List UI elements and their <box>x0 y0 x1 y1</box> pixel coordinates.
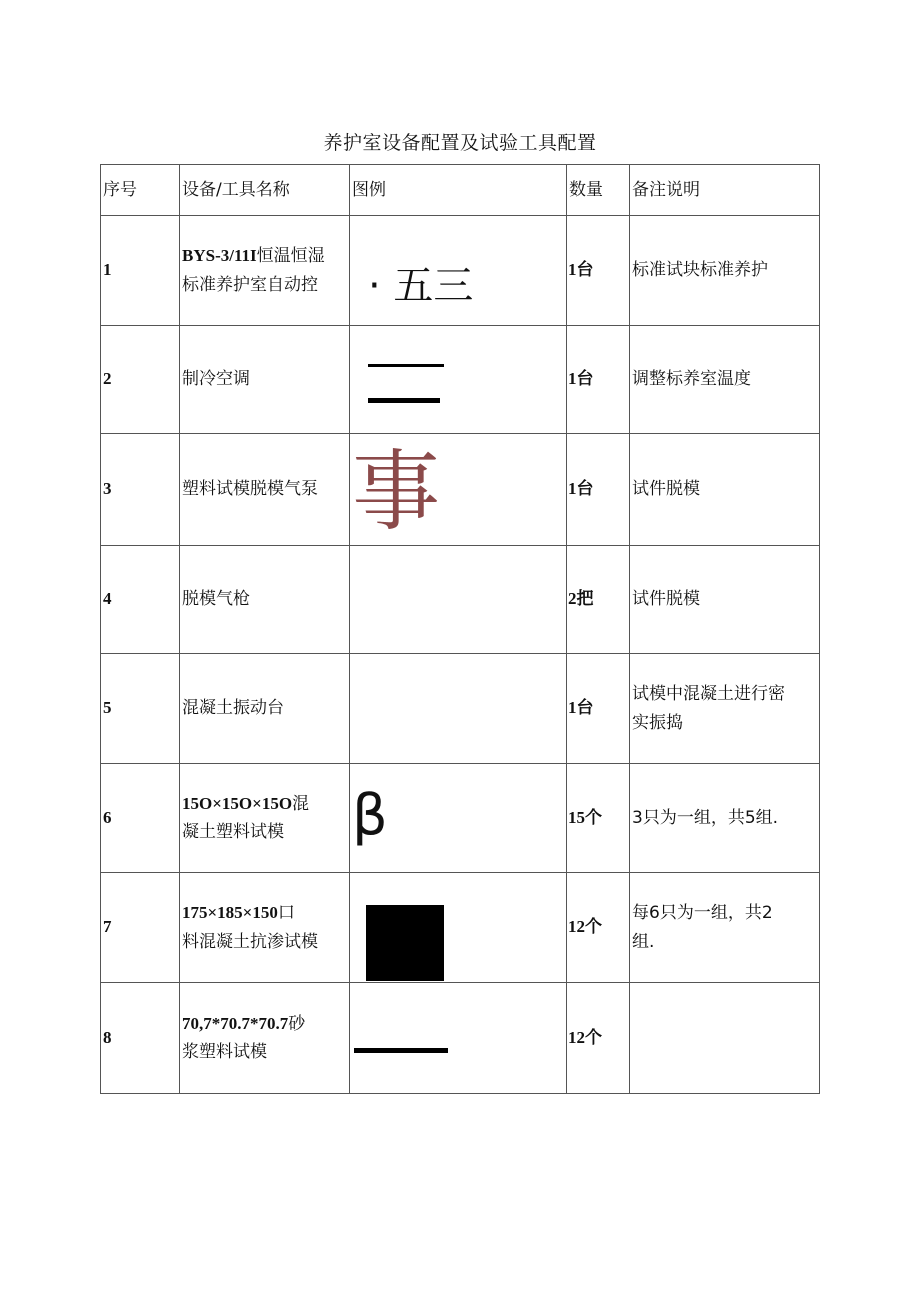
note <box>630 983 820 1094</box>
equipment-name <box>180 983 350 1094</box>
equipment-name <box>180 764 350 873</box>
table-row <box>101 764 820 873</box>
note-line: 实振捣 <box>632 712 683 733</box>
header-name: 设备/工具名称 <box>180 165 350 216</box>
table-row <box>101 434 820 546</box>
table-row <box>101 873 820 983</box>
note-line: 试模中混凝土进行密 <box>632 684 785 705</box>
row-number: 1 <box>101 216 180 326</box>
name-model: BYS-3/11I <box>182 246 257 266</box>
figure-cell <box>350 434 567 546</box>
name-model: 15O×15O×15O <box>182 793 293 813</box>
table-header-row <box>101 165 820 216</box>
note-line: 每6只为一组，共2 <box>632 903 773 924</box>
note: 试件脱模 <box>630 546 820 654</box>
row-number: 2 <box>101 326 180 434</box>
table-row <box>101 326 820 434</box>
quantity: 1台 <box>567 654 630 764</box>
note: 试件脱模 <box>630 434 820 546</box>
table-row <box>101 546 820 654</box>
header-qty: 数量 <box>567 165 630 216</box>
name-part: 砂 <box>288 1013 306 1034</box>
figure-cell <box>350 764 567 873</box>
name-part: 料混凝土抗渗试模 <box>182 931 318 952</box>
row-number: 7 <box>101 873 180 983</box>
page-title: 养护室设备配置及试验工具配置 <box>323 132 597 154</box>
header-figure: 图例 <box>350 165 567 216</box>
figure-glyph: β <box>352 783 388 848</box>
figure-cell <box>350 654 567 764</box>
figure-cell <box>350 983 567 1094</box>
note <box>630 873 820 983</box>
equipment-name: 制冷空调 <box>180 326 350 434</box>
equipment-name <box>180 216 350 326</box>
row-number: 3 <box>101 434 180 546</box>
figure-cell <box>350 873 567 983</box>
figure-glyph-stroke <box>354 1048 448 1053</box>
quantity: 12个 <box>567 873 630 983</box>
quantity: 1台 <box>567 434 630 546</box>
figure-glyph: · 五三 <box>368 263 474 309</box>
quantity: 15个 <box>567 764 630 873</box>
name-part: 浆塑料试模 <box>182 1042 267 1062</box>
figure-glyph-stroke <box>368 364 444 367</box>
name-model: 70,7*70.7*70.7 <box>182 1013 289 1033</box>
table-row <box>101 654 820 764</box>
equipment-table <box>100 164 820 1094</box>
note <box>630 654 820 764</box>
figure-glyph: 事 <box>352 440 441 543</box>
table-row <box>101 216 820 326</box>
name-part: 混 <box>292 793 310 814</box>
quantity: 1台 <box>567 326 630 434</box>
equipment-name: 脱模气枪 <box>180 546 350 654</box>
equipment-name: 塑料试模脱模气泵 <box>180 434 350 546</box>
row-number: 8 <box>101 983 180 1094</box>
row-number: 6 <box>101 764 180 873</box>
name-model: 175×185×150 <box>182 903 278 923</box>
table-row <box>101 983 820 1094</box>
name-part: 凝土塑料试模 <box>182 822 284 842</box>
note: 调整标养室温度 <box>630 326 820 434</box>
quantity: 12个 <box>567 983 630 1094</box>
note-line: 组. <box>632 931 655 952</box>
black-square-figure <box>366 905 444 981</box>
row-number: 5 <box>101 654 180 764</box>
note: 标准试块标准养护 <box>630 216 820 326</box>
figure-cell <box>350 546 567 654</box>
row-number: 4 <box>101 546 180 654</box>
name-part: 恒温恒湿 <box>256 246 325 267</box>
equipment-name <box>180 873 350 983</box>
equipment-name: 混凝土振动台 <box>180 654 350 764</box>
quantity: 2把 <box>567 546 630 654</box>
note: 3只为一组，共5组. <box>630 764 820 873</box>
name-part: 标准养护室自动控 <box>182 274 318 295</box>
figure-cell <box>350 216 567 326</box>
name-part: 口 <box>277 903 295 924</box>
header-no: 序号 <box>101 165 180 216</box>
figure-glyph-stroke <box>368 398 440 403</box>
header-note: 备注说明 <box>630 165 820 216</box>
figure-cell <box>350 326 567 434</box>
quantity: 1台 <box>567 216 630 326</box>
